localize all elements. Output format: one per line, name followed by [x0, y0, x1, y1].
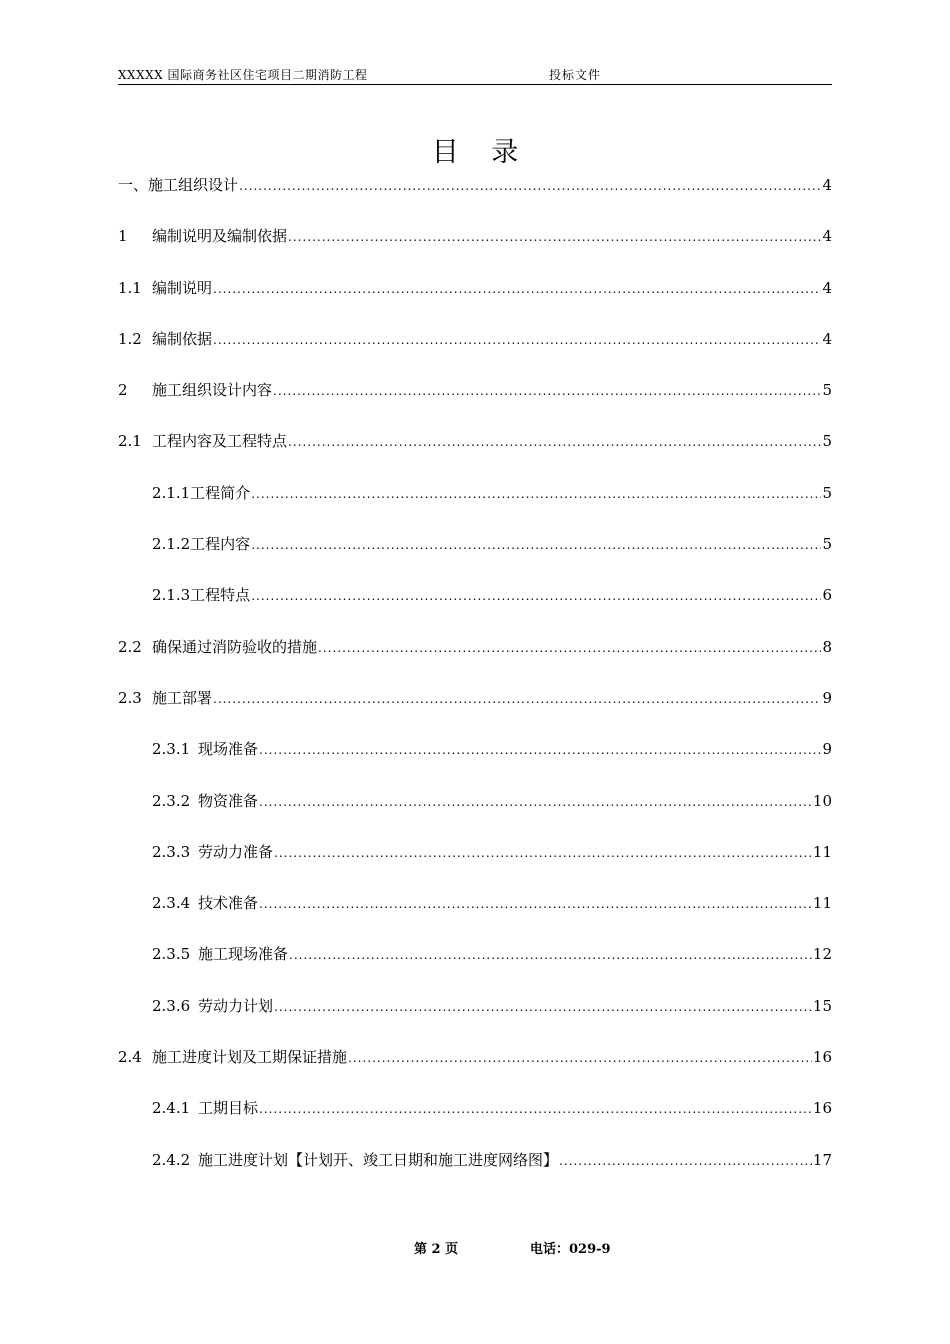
- toc-entry-page: 11: [812, 894, 832, 913]
- toc-entry-title: 劳动力计划: [198, 996, 274, 1015]
- toc-entry[interactable]: [118, 479, 832, 530]
- toc-entry-page: 10: [812, 791, 832, 810]
- toc-entry-title: 施工部署: [152, 688, 213, 707]
- toc-entry-title: 编制依据: [152, 329, 213, 348]
- toc-entry-number: 2.1.3: [152, 586, 191, 605]
- toc-entry-number: 2.2: [118, 637, 142, 656]
- footer-page-number: 第 2 页: [414, 1242, 459, 1257]
- toc-entry-page: 5: [822, 483, 832, 502]
- toc-dot-leader: [318, 634, 821, 662]
- toc-entry-page: 8: [822, 637, 832, 656]
- toc-dot-leader: [213, 275, 821, 303]
- toc-entry[interactable]: [118, 530, 832, 581]
- toc-dot-leader: [259, 736, 821, 764]
- toc-entry-page: 4: [822, 176, 832, 194]
- header-document-type: 投标文件: [549, 68, 602, 82]
- toc-entry-number: 2.3.3: [152, 842, 191, 861]
- toc-entry-number: 2.3.2: [152, 791, 191, 810]
- toc-dot-leader: [259, 788, 812, 816]
- toc-entry-title: 物资准备: [198, 791, 259, 810]
- toc-entry-title: 工程简介: [190, 483, 251, 502]
- toc-entry[interactable]: [118, 787, 832, 838]
- toc-entry-number: 2.1.1: [152, 483, 191, 502]
- toc-dot-leader: [239, 172, 821, 200]
- toc-entry-title: 技术准备: [198, 894, 259, 913]
- toc-entry-title: 现场准备: [198, 740, 259, 759]
- toc-entry[interactable]: [118, 427, 832, 478]
- toc-dot-leader: [288, 223, 821, 251]
- toc-entry-page: 4: [822, 329, 832, 348]
- toc-dot-leader: [348, 1044, 812, 1072]
- toc-dot-leader: [213, 685, 821, 713]
- toc-entry-page: 4: [822, 227, 832, 246]
- toc-entry-number: 2.3.4: [152, 894, 191, 913]
- toc-dot-leader: [213, 326, 821, 354]
- toc-entry-title: 编制说明及编制依据: [152, 227, 288, 246]
- toc-entry-number: 2.3.6: [152, 996, 191, 1015]
- toc-entry-title: 工程内容及工程特点: [152, 432, 288, 451]
- page-title: 目 录: [431, 137, 531, 168]
- toc-entry[interactable]: [118, 581, 832, 632]
- toc-entry-page: 5: [822, 535, 832, 554]
- toc-entry-number: 2.4: [118, 1048, 142, 1067]
- toc-entry-number: 2: [118, 381, 128, 400]
- toc-entry-page: 15: [812, 996, 832, 1015]
- toc-entry-number: 2.1: [118, 432, 142, 451]
- toc-dot-leader: [259, 890, 812, 918]
- toc-entry[interactable]: [118, 376, 832, 427]
- toc-dot-leader: [259, 1095, 812, 1123]
- page-header: [118, 64, 832, 85]
- toc-entry-page: 5: [822, 381, 832, 400]
- toc-entry[interactable]: [118, 325, 832, 376]
- toc-entry[interactable]: [118, 1043, 832, 1094]
- footer-phone: 电话：029-9: [530, 1242, 611, 1257]
- toc-dot-leader: [251, 480, 821, 508]
- toc-entry-page: 11: [812, 842, 832, 861]
- toc-entry-title: 施工组织设计: [148, 176, 239, 194]
- toc-entry-page: 6: [822, 586, 832, 605]
- toc-entry-title: 工程特点: [190, 586, 251, 605]
- toc-entry-number: 2.4.1: [152, 1099, 191, 1118]
- toc-entry-page: 5: [822, 432, 832, 451]
- toc-entry-title: 劳动力准备: [198, 842, 274, 861]
- toc-dot-leader: [251, 582, 821, 610]
- toc-entry[interactable]: [118, 684, 832, 735]
- toc-entry[interactable]: [118, 633, 832, 684]
- toc-entry[interactable]: [118, 992, 832, 1043]
- toc-entry-page: 9: [822, 740, 832, 759]
- toc-entry[interactable]: [118, 222, 832, 273]
- toc-entry-number: 2.3: [118, 688, 142, 707]
- toc-entry-title: 施工组织设计内容: [152, 381, 273, 400]
- toc-dot-leader: [289, 941, 812, 969]
- toc-dot-leader: [274, 839, 812, 867]
- toc-entry-number: 2.1.2: [152, 535, 191, 554]
- toc-entry-number: 一、: [118, 176, 149, 194]
- toc-entry-title: 施工进度计划及工期保证措施: [152, 1048, 348, 1067]
- toc-entry[interactable]: [118, 274, 832, 325]
- toc-entry[interactable]: [118, 1094, 832, 1145]
- toc-dot-leader: [274, 993, 812, 1021]
- table-of-contents: [118, 171, 832, 1197]
- toc-entry-page: 4: [822, 278, 832, 297]
- toc-entry-title: 施工现场准备: [198, 945, 289, 964]
- toc-entry-number: 1.2: [118, 329, 142, 348]
- toc-entry[interactable]: [118, 889, 832, 940]
- toc-entry-page: 16: [812, 1099, 832, 1118]
- toc-entry-number: 2.3.1: [152, 740, 191, 759]
- toc-entry[interactable]: [118, 1146, 832, 1197]
- toc-entry-page: 9: [822, 688, 832, 707]
- toc-entry-page: 16: [812, 1048, 832, 1067]
- toc-dot-leader: [288, 428, 821, 456]
- toc-entry[interactable]: [118, 838, 832, 889]
- toc-entry-title: 工程内容: [190, 535, 251, 554]
- toc-entry[interactable]: [118, 940, 832, 991]
- toc-entry-number: 1: [118, 227, 128, 246]
- toc-dot-leader: [273, 377, 821, 405]
- header-project-name: XXXXX 国际商务社区住宅项目二期消防工程: [118, 68, 368, 82]
- toc-dot-leader: [251, 531, 821, 559]
- toc-entry-title: 编制说明: [152, 278, 213, 297]
- toc-entry[interactable]: [118, 171, 832, 222]
- toc-entry-title: 工期目标: [198, 1099, 259, 1118]
- toc-entry-title: 施工进度计划【计划开、竣工日期和施工进度网络图】: [198, 1150, 559, 1169]
- toc-entry-number: 2.3.5: [152, 945, 191, 964]
- toc-entry-title: 确保通过消防验收的措施: [152, 637, 318, 656]
- toc-entry-number: 1.1: [118, 278, 142, 297]
- toc-entry-number: 2.4.2: [152, 1150, 191, 1169]
- toc-entry[interactable]: [118, 735, 832, 786]
- toc-dot-leader: [559, 1147, 812, 1175]
- toc-entry-page: 12: [812, 945, 832, 964]
- toc-entry-page: 17: [812, 1150, 832, 1169]
